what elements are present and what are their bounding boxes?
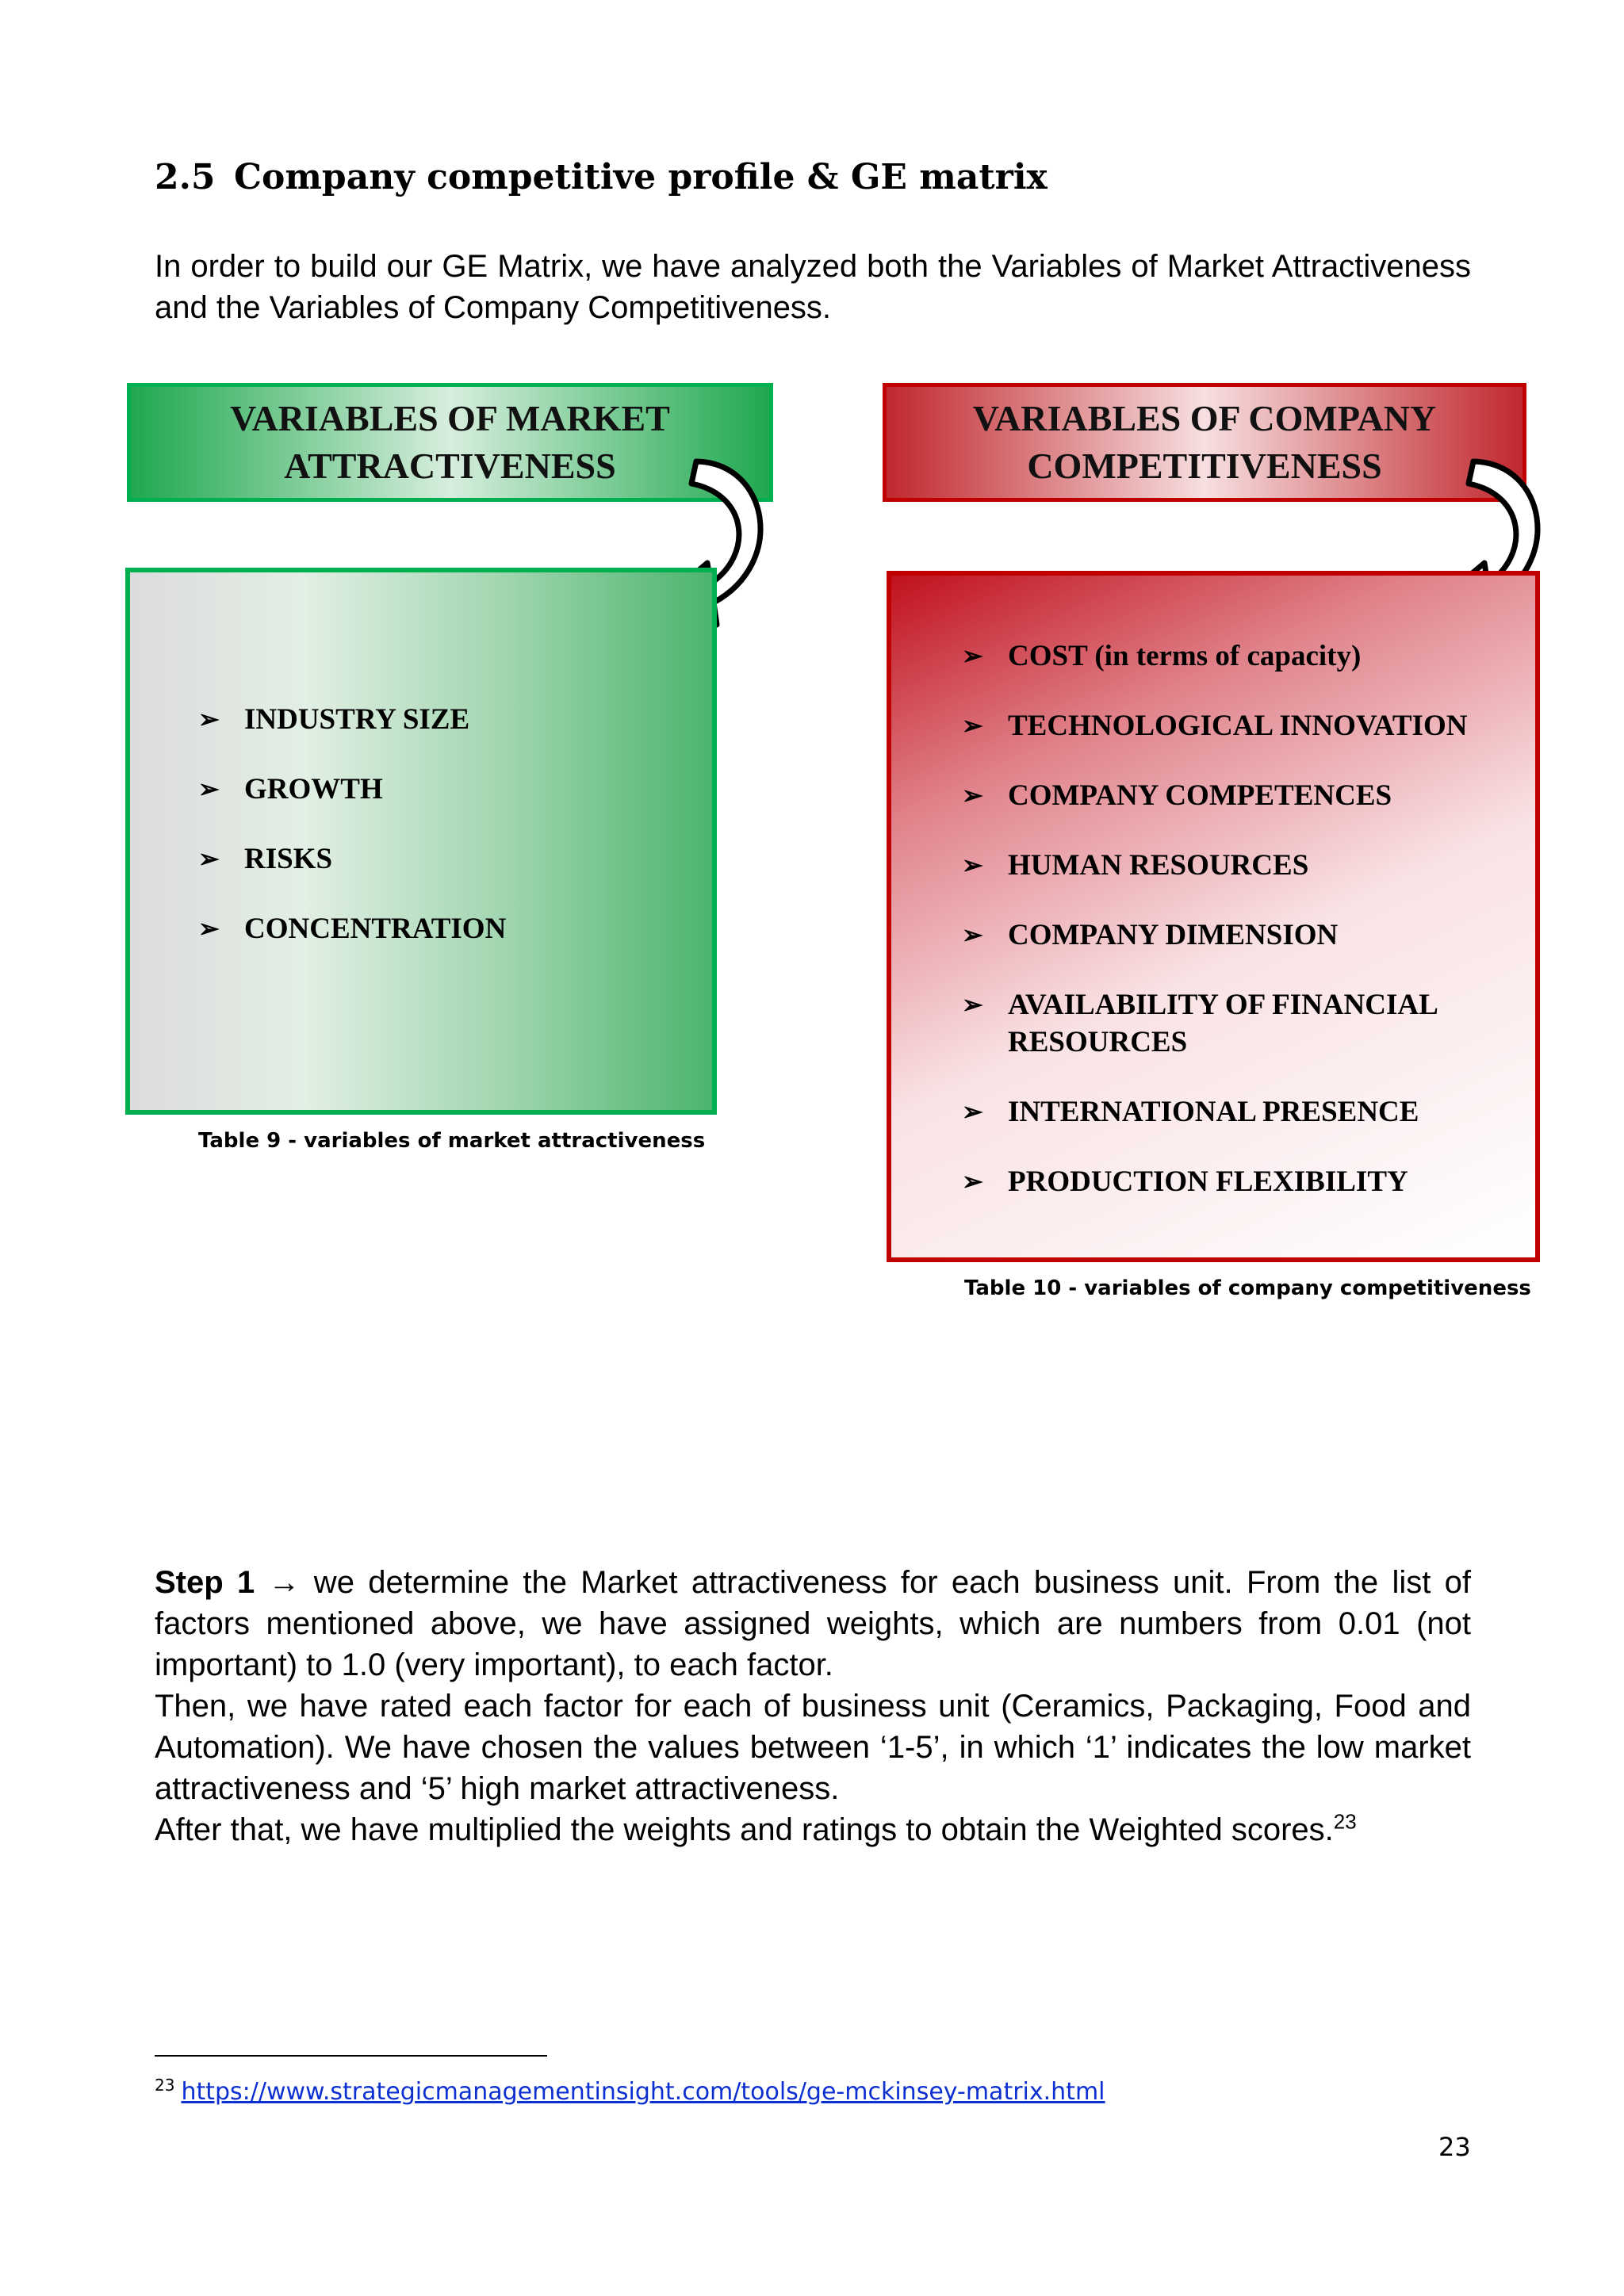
section-number: 2.5 xyxy=(155,157,216,197)
right-arrow-icon: → xyxy=(268,1565,301,1600)
bullet-arrow-icon: ➢ xyxy=(962,781,983,809)
footnote-number: 23 xyxy=(155,2076,175,2095)
list-item: ➢ PRODUCTION FLEXIBILITY xyxy=(962,1163,1517,1200)
list-item: ➢ AVAILABILITY OF FINANCIAL RESOURCES xyxy=(962,986,1517,1061)
table-10-caption: Table 10 - variables of company competitiveness xyxy=(964,1276,1531,1300)
step1-paragraph-3: After that, we have multiplied the weights and ratings to obtain the Weighted scores.$^{23}$ xyxy=(155,1809,1357,1847)
intro-paragraph: In order to build our GE Matrix, we have analyzed both the Variables of Market Attractiveness and the Variables of Company Competitiveness. xyxy=(155,249,1471,325)
list-item: ➢ COMPANY DIMENSION xyxy=(962,916,1517,954)
list-item: ➢ TECHNOLOGICAL INNOVATION xyxy=(962,707,1517,744)
step1-text: we determine the Market attractiveness for each business unit. From the list of factors mentioned above, we have assigned weights, which are numbers from 0.01 (not important) to 1.0 (very important), to each factor. xyxy=(155,1565,1471,1682)
list-item: ➢ INDUSTRY SIZE xyxy=(198,701,674,738)
bullet-arrow-icon: ➢ xyxy=(198,705,220,733)
company-competitiveness-list xyxy=(962,637,1517,1200)
list-item: ➢ COST (in terms of capacity) xyxy=(962,637,1517,675)
bullet-arrow-icon: ➢ xyxy=(962,920,983,949)
bullet-arrow-icon: ➢ xyxy=(962,1097,983,1126)
footnote-reference[interactable]: 23 xyxy=(1333,1809,1357,1834)
section-title: Company competitive profile & GE matrix xyxy=(234,157,1048,197)
footnote-separator xyxy=(155,2055,547,2057)
bullet-arrow-icon: ➢ xyxy=(962,641,983,670)
bullet-arrow-icon: ➢ xyxy=(962,711,983,740)
bullet-arrow-icon: ➢ xyxy=(962,851,983,879)
section-heading xyxy=(155,154,1048,201)
bullet-arrow-icon: ➢ xyxy=(962,1167,983,1196)
market-attractiveness-list xyxy=(198,701,674,947)
list-item: ➢ COMPANY COMPETENCES xyxy=(962,777,1517,814)
step1-paragraph xyxy=(155,1562,1471,1686)
company-competitiveness-title: VARIABLES OF COMPANY COMPETITIVENESS xyxy=(972,398,1437,486)
list-item: ➢ HUMAN RESOURCES xyxy=(962,847,1517,884)
bullet-arrow-icon: ➢ xyxy=(962,990,983,1019)
bullet-arrow-icon: ➢ xyxy=(198,775,220,803)
list-item: ➢ RISKS xyxy=(198,840,674,878)
list-item: ➢ INTERNATIONAL PRESENCE xyxy=(962,1093,1517,1131)
bullet-arrow-icon: ➢ xyxy=(198,914,220,943)
list-item: ➢ GROWTH xyxy=(198,771,674,808)
step1-paragraph-2: Then, we have rated each factor for each of business unit (Ceramics, Packaging, Food and Automation). We have chosen the values between ‘1-5’, in which ‘1’ indicates the low market attractiveness and ‘5’ high market attractiveness. xyxy=(155,1689,1471,1806)
list-item: ➢ CONCENTRATION xyxy=(198,910,674,947)
table-9-caption: Table 9 - variables of market attractiveness xyxy=(198,1129,706,1153)
step1-label: Step 1 xyxy=(155,1565,255,1600)
footnote xyxy=(155,2069,1105,2108)
market-attractiveness-title: VARIABLES OF MARKET ATTRACTIVENESS xyxy=(230,398,670,486)
bullet-arrow-icon: ➢ xyxy=(198,844,220,873)
page-number: 23 xyxy=(1438,2132,1471,2162)
footnote-link[interactable]: https://www.strategicmanagementinsight.com/tools/ge-mckinsey-matrix.html xyxy=(181,2078,1105,2106)
